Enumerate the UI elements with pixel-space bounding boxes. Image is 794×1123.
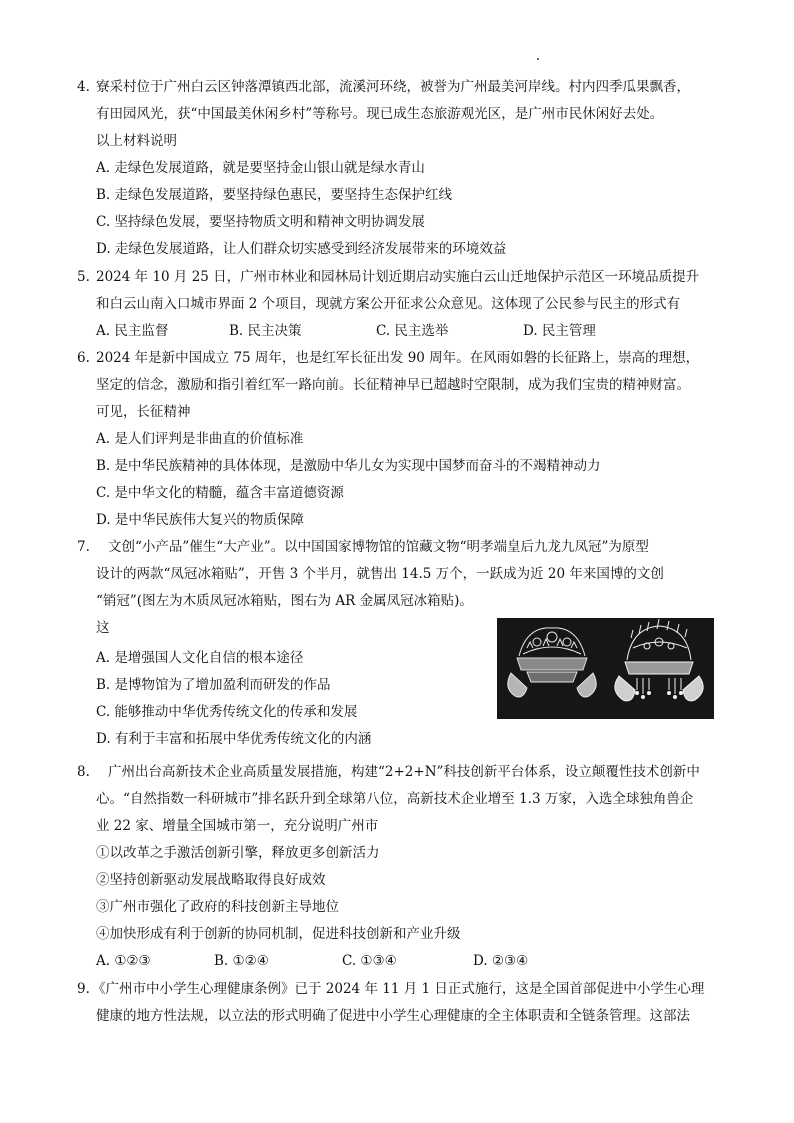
option-d: D. 民主管理: [523, 323, 596, 339]
option-a: A. 走绿色发展道路，就是要坚持金山银山就是绿水青山: [96, 160, 425, 176]
question-stem-line: 心。“自然指数一科研城市”排名跃升到全球第八位，高新技术企业增至 1.3 万家，入选全球独角兽企: [96, 791, 694, 807]
option-c: C. 坚持绿色发展，要坚持物质文明和精神文明协调发展: [96, 214, 425, 230]
statement-3: ③广州市强化了政府的科技创新主导地位: [96, 899, 339, 915]
option-a: A. 是增强国人文化自信的根本途径: [96, 650, 304, 666]
question-stem-line: 这: [96, 620, 110, 636]
option-d: D. 是中华民族伟大复兴的物质保障: [96, 512, 304, 528]
option-c: C. ①③④: [342, 953, 397, 969]
option-b: B. 走绿色发展道路，要坚持绿色惠民，要坚持生态保护红线: [96, 187, 453, 203]
option-a: A. 民主监督: [96, 323, 169, 339]
option-c: C. 能够推动中华优秀传统文化的传承和发展: [96, 704, 358, 720]
option-a: A. ①②③: [96, 953, 151, 969]
question-stem-line: 2024 年 10 月 25 日，广州市林业和园林局计划近期启动实施白云山迁地保护示范区一环境品质提升: [96, 269, 700, 285]
question-stem-line: 《广州市中小学生心理健康条例》已于 2024 年 11 月 1 日正式施行，这是全国首部促进中小学生心理: [92, 981, 705, 997]
statement-4: ④加快形成有利于创新的协同机制，促进科技创新和产业升级: [96, 926, 461, 942]
stray-dot: [537, 58, 539, 60]
question-number: 8.: [77, 764, 90, 780]
option-b: B. 是中华民族精神的具体体现，是激励中华儿女为实现中国梦而奋斗的不竭精神动力: [96, 458, 601, 474]
option-d: D. 有利于丰富和拓展中华优秀传统文化的内涵: [96, 731, 372, 747]
phoenix-crown-magnets-photo: [497, 618, 714, 719]
option-b: B. ①②④: [214, 953, 269, 969]
option-a: A. 是人们评判是非曲直的价值标准: [96, 431, 304, 447]
statement-1: ①以改革之手激活创新引擎，释放更多创新活力: [96, 845, 380, 861]
question-number: 9.: [77, 981, 90, 997]
question-stem-line: 2024 年是新中国成立 75 周年，也是红军长征出发 90 周年。在风雨如磐的长征路上，崇高的理想，: [96, 350, 700, 366]
question-stem-line: 广州出台高新技术企业高质量发展措施，构建“2+2+N”科技创新平台体系，设立颠覆性技术创新中: [108, 764, 700, 780]
question-stem-line: 有田园风光，获“中国最美休闲乡村”等称号。现已成生态旅游观光区，是广州市民休闲好去处。: [96, 106, 664, 122]
option-c: C. 是中华文化的精髓，蕴含丰富道德资源: [96, 485, 344, 501]
question-stem-line: 健康的地方性法规，以立法的形式明确了促进中小学生心理健康的全主体职责和全链条管理。这部法: [96, 1008, 690, 1024]
question-stem-line: 以上材料说明: [96, 133, 177, 149]
phoenix-crown-icon: [497, 618, 714, 719]
statement-2: ②坚持创新驱动发展战略取得良好成效: [96, 872, 326, 888]
option-d: D. ②③④: [473, 953, 529, 969]
question-stem-line: “销冠”(图左为木质凤冠冰箱贴，图右为 AR 金属凤冠冰箱贴)。: [96, 593, 473, 609]
option-b: B. 是博物馆为了增加盈利而研发的作品: [96, 677, 331, 693]
question-stem-line: 文创“小产品”催生“大产业”。以中国国家博物馆的馆藏文物“明孝端皇后九龙九凤冠”为原型: [108, 539, 649, 555]
question-stem-line: 坚定的信念，激励和指引着红军一路向前。长征精神早已超越时空限制，成为我们宝贵的精神财富。: [96, 377, 690, 393]
question-stem-line: 设计的两款“凤冠冰箱贴”，开售 3 个半月，就售出 14.5 万个，一跃成为近 20 年来国博的文创: [96, 566, 664, 582]
question-stem-line: 寮采村位于广州白云区钟落潭镇西北部，流溪河环绕，被誉为广州最美河岸线。村内四季瓜果飘香，: [96, 79, 690, 95]
question-number: 4.: [77, 79, 90, 95]
question-number: 5.: [77, 269, 90, 285]
question-stem-line: 和白云山南入口城市界面 2 个项目，现就方案公开征求公众意见。这体现了公民参与民主的形式有: [96, 296, 681, 312]
question-number: 6.: [77, 350, 90, 366]
option-b: B. 民主决策: [229, 323, 302, 339]
question-stem-line: 可见，长征精神: [96, 404, 191, 420]
option-d: D. 走绿色发展道路，让人们群众切实感受到经济发展带来的环境效益: [96, 241, 507, 257]
option-c: C. 民主选举: [376, 323, 449, 339]
question-stem-line: 业 22 家、增量全国城市第一，充分说明广州市: [96, 818, 379, 834]
question-number: 7.: [77, 539, 90, 555]
